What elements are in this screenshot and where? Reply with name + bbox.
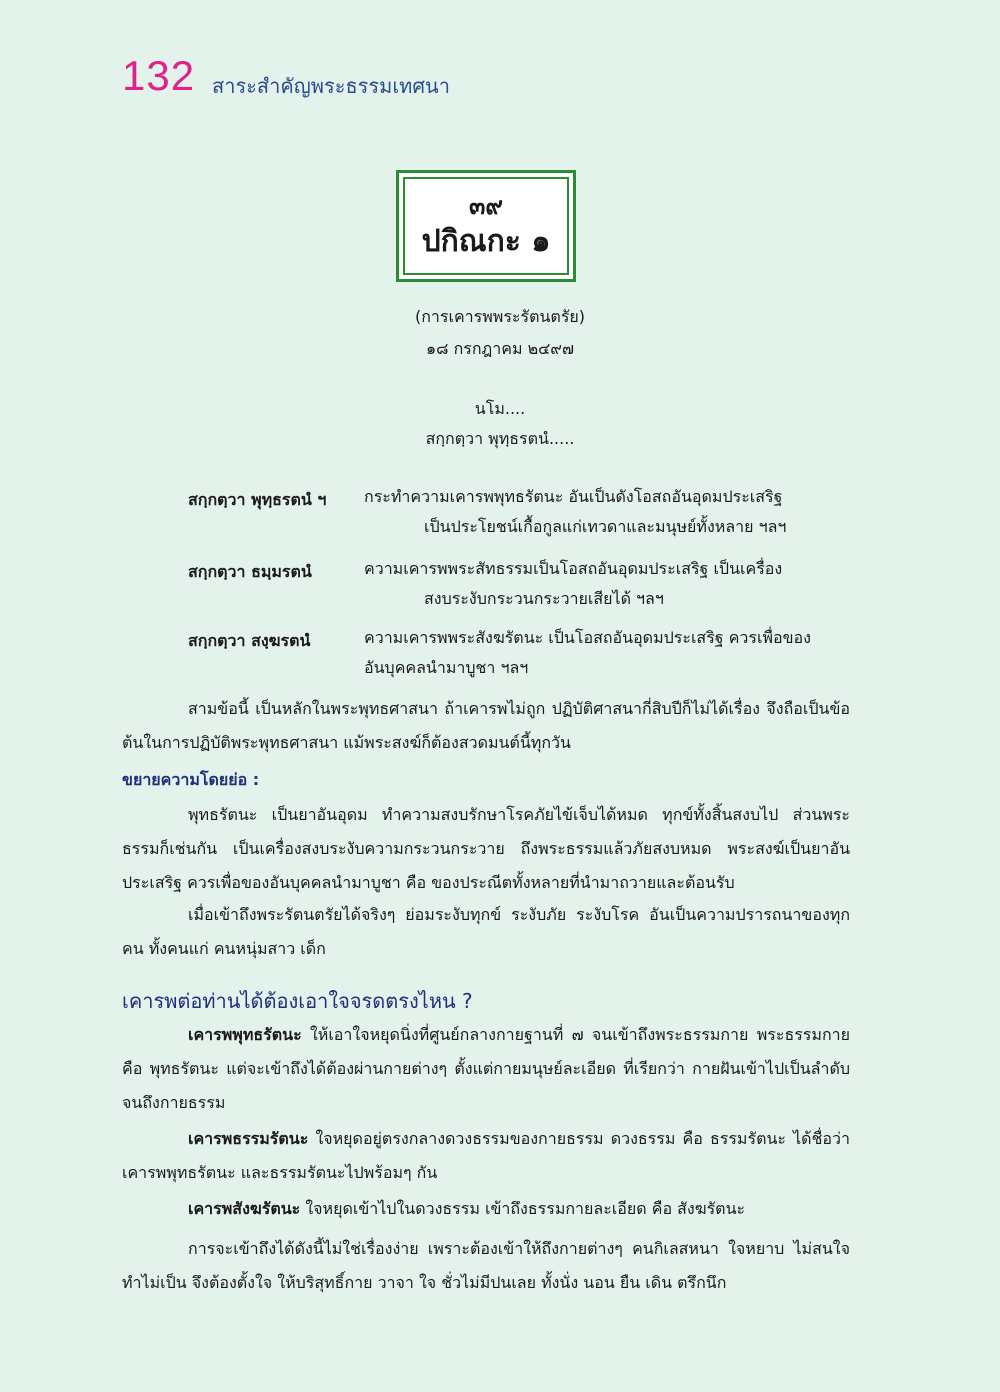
verse-line: ความเคารพพระสัทธรรมเป็นโอสถอันอุดมประเสริฐ เป็นเครื่อง (364, 559, 783, 578)
summary-paragraph (122, 898, 850, 966)
running-title: สาระสำคัญพระธรรมเทศนา (212, 74, 450, 98)
respect-term: เคารพสังฆรัตนะ (188, 1199, 301, 1218)
respect-term: เคารพธรรมรัตนะ (188, 1129, 309, 1148)
verse-text (364, 623, 854, 683)
verse-text (364, 482, 854, 542)
verse-line: กระทำความเคารพพุทธรัตนะ อันเป็นดังโอสถอันอุดมประเสริฐ (364, 487, 783, 506)
respect-text: ใจหยุดเข้าไปในดวงธรรม เข้าถึงธรรมกายละเอียด คือ สังฆรัตนะ (300, 1199, 746, 1218)
intro-text: สามข้อนี้ เป็นหลักในพระพุทธศาสนา ถ้าเคารพไม่ถูก ปฏิบัติศาสนากี่สิบปีก็ไม่ได้เรื่อง จึงถือเป็นข้อต้นในการปฏิบัติพระพุทธศาสนา แม้พระสงฆ์ก็ต้องสวดมนต์นี้ทุกวัน (122, 699, 850, 752)
verse-line: เป็นประโยชน์เกื้อกูลแก่เทวดาและมนุษย์ทั้งหลาย ฯลฯ (424, 517, 787, 536)
verse-label: สกฺกตฺวา สงฺฆรตนํ (188, 631, 311, 650)
verse-text (364, 554, 854, 614)
invocation-line: สกฺกตฺวา พุทฺธรตนํ..... (425, 429, 575, 448)
respect-paragraph (122, 1018, 850, 1120)
respect-paragraph (122, 1122, 850, 1190)
section-heading: เคารพต่อท่านได้ต้องเอาใจจรดตรงไหน ? (122, 989, 473, 1013)
summary-text: เมื่อเข้าถึงพระรัตนตรัยได้จริงๆ ย่อมระงับทุกข์ ระงับภัย ระงับโรค อันเป็นความปรารถนาของทุกคน ทั้งคนแก่ คนหนุ่มสาว เด็ก (122, 905, 850, 958)
page-number: 132 (122, 52, 196, 99)
verse-label: สกฺกตฺวา พุทฺธรตนํ ฯ (188, 490, 327, 509)
respect-term: เคารพพุทธรัตนะ (188, 1025, 302, 1044)
closing-paragraph (122, 1232, 850, 1300)
respect-text: ใจหยุดอยู่ตรงกลางดวงธรรมของกายธรรม ดวงธรรม คือ ธรรมรัตนะ ได้ชื่อว่าเคารพพุทธรัตนะ และธรรมรัตนะไปพร้อมๆ กัน (122, 1129, 850, 1182)
chapter-box (396, 170, 576, 282)
verse-line: สงบระงับกระวนกระวายเสียได้ ฯลฯ (424, 589, 664, 608)
respect-text: ให้เอาใจหยุดนิ่งที่ศูนย์กลางกายฐานที่ ๗ จนเข้าถึงพระธรรมกาย พระธรรมกาย คือ พุทธรัตนะ แต่จะเข้าถึงได้ต้องผ่านกายต่างๆ ตั้งแต่กายมนุษย์ละเอียด ที่เรียกว่า กายฝันเข้าไปเป็นลำดับจนถึงกายธรรม (122, 1025, 850, 1112)
summary-text: พุทธรัตนะ เป็นยาอันอุดม ทำความสงบรักษาโรคภัยไข้เจ็บได้หมด ทุกข์ทั้งสิ้นสงบไป ส่วนพระธรรมก็เช่นกัน เป็นเครื่องสงบระงับความกระวนกระวาย ถึงพระธรรมแล้วภัยสงบหมด พระสงฆ์เป็นยาอันประเสริฐ ควรเพื่อของอันบุคคลนำมาบูชา คือ ของประณีตทั้งหลายที่นำมาถวายและต้อนรับ (122, 805, 850, 892)
chapter-date: ๑๘ กรกฎาคม ๒๔๙๗ (425, 339, 575, 358)
verse-label: สกฺกตฺวา ธมฺมรตนํ (188, 562, 312, 581)
respect-paragraph (122, 1192, 850, 1226)
intro-paragraph (122, 692, 850, 760)
invocation-line: นโม.... (474, 399, 526, 418)
chapter-title: ปกิณกะ ๑ (421, 224, 551, 259)
verse-line: อันบุคคลนำมาบูชา ฯลฯ (364, 658, 529, 677)
chapter-box-inner (403, 177, 569, 275)
chapter-subtitle: (การเคารพพระรัตนตรัย) (414, 307, 586, 326)
closing-text: การจะเข้าถึงได้ดังนี้ไม่ใช่เรื่องง่าย เพราะต้องเข้าให้ถึงกายต่างๆ คนกิเลสหนา ใจหยาบ ไม่สนใจ ทำไม่เป็น จึงต้องตั้งใจ ให้บริสุทธิ์กาย วาจา ใจ ชั่วไม่มีปนเลย ทั้งนั่ง นอน ยืน เดิน ตรึกนึก (122, 1239, 850, 1292)
verse-line: ความเคารพพระสังฆรัตนะ เป็นโอสถอันอุดมประเสริฐ ควรเพื่อของ (364, 628, 811, 647)
chapter-number: ๓๙ (469, 192, 503, 220)
summary-label: ขยายความโดยย่อ : (122, 770, 260, 789)
summary-paragraph (122, 798, 850, 900)
